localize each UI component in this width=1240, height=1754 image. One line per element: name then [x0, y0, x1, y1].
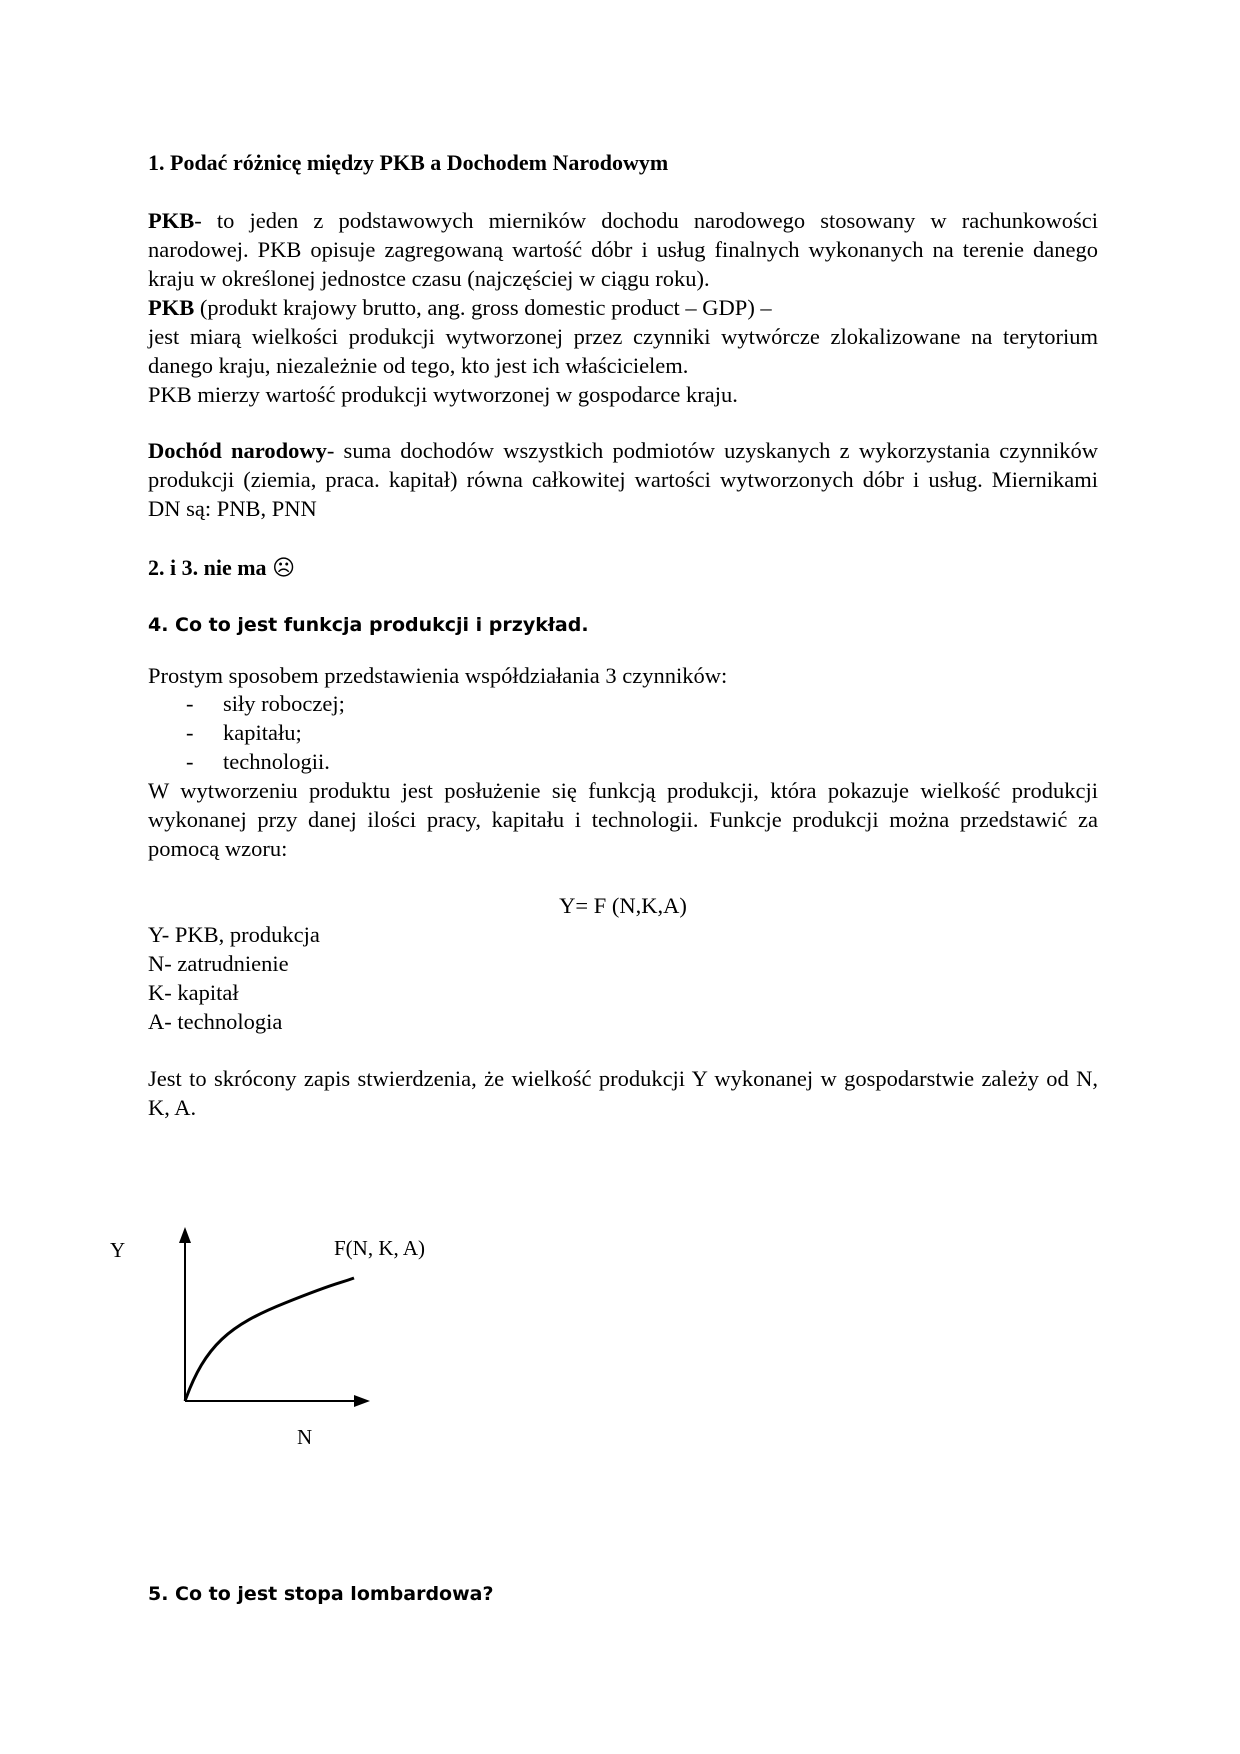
- list-item: - siły roboczej;: [186, 691, 345, 716]
- conclusion-paragraph: Jest to skrócony zapis stwierdzenia, że wielkość produkcji Y wykonanej w gospodarstwie zależy od N, K, A.: [148, 1066, 1098, 1120]
- production-function-formula: Y= F (N,K,A): [559, 893, 687, 918]
- y-axis-label: Y: [110, 1238, 126, 1262]
- production-curve: [185, 1278, 354, 1401]
- pkb-definition-4: PKB mierzy wartość produkcji wytworzonej w gospodarce kraju.: [148, 382, 738, 407]
- list-item: - technologii.: [186, 749, 330, 774]
- curve-label: F(N, K, A): [334, 1236, 426, 1260]
- list-item: - kapitału;: [186, 720, 302, 745]
- bullet-dash: -: [186, 691, 194, 716]
- x-axis-label: N: [297, 1425, 313, 1449]
- section-5-heading: 5. Co to jest stopa lombardowa?: [148, 1583, 494, 1605]
- variable-a: A- technologia: [148, 1009, 283, 1034]
- factors-list: [148, 689, 345, 776]
- bullet-dash: -: [186, 720, 194, 745]
- pkb-term: PKB: [148, 208, 195, 233]
- pkb-term-2: PKB: [148, 295, 195, 320]
- pkb-definition-2-text: (produkt krajowy brutto, ang. gross domestic product – GDP) –: [194, 295, 772, 320]
- section-4-intro: Prostym sposobem przedstawienia współdziałania 3 czynników:: [148, 663, 728, 688]
- section-1-heading: 1. Podać różnicę między PKB a Dochodem Narodowym: [148, 150, 669, 175]
- national-income-definition: [148, 436, 1098, 523]
- sad-face-icon: ☹: [272, 556, 295, 581]
- section-2-3-text: 2. i 3. nie ma: [148, 555, 267, 580]
- variable-k: K- kapitał: [148, 980, 239, 1005]
- variable-n: N- zatrudnienie: [148, 951, 289, 976]
- section-2-3-heading: [148, 553, 1098, 583]
- production-function-diagram: [170, 1225, 380, 1425]
- x-axis-arrow-icon: [354, 1395, 370, 1407]
- pkb-definition: [148, 206, 1098, 293]
- variable-y: Y- PKB, produkcja: [148, 922, 320, 947]
- national-income-text: - suma dochodów wszystkich podmiotów uzyskanych z wykorzystania czynników produkcji (ziemia, praca. kapitał) równa całkowitej wartości wytworzonych dóbr i usług. Miernikami DN są: PNB, PNN: [148, 438, 1098, 521]
- bullet-dash: -: [186, 749, 194, 774]
- pkb-definition-3: jest miarą wielkości produkcji wytworzonej przez czynniki wytwórcze zlokalizowane na terytorium danego kraju, niezależnie od tego, kto jest ich właścicielem.: [148, 324, 1098, 378]
- variables-list: [148, 920, 320, 1036]
- production-function-paragraph: W wytworzeniu produktu jest posłużenie się funkcją produkcji, która pokazuje wielkość produkcji wykonanej przy danej ilości pracy, kapitału i technologii. Funkcje produkcji można przedstawić za pomocą wzoru:: [148, 778, 1098, 861]
- y-axis-arrow-icon: [179, 1227, 191, 1243]
- pkb-definition-2: [148, 293, 1098, 322]
- section-4-heading: 4. Co to jest funkcja produkcji i przykład.: [148, 614, 589, 636]
- national-income-term: Dochód narodowy: [148, 438, 327, 463]
- pkb-definition-text: - to jeden z podstawowych mierników dochodu narodowego stosowany w rachunkowości narodowej. PKB opisuje zagregowaną wartość dóbr i usług finalnych wykonanych na terenie danego kraju w określonej jednostce czasu (najczęściej w ciągu roku).: [148, 208, 1098, 291]
